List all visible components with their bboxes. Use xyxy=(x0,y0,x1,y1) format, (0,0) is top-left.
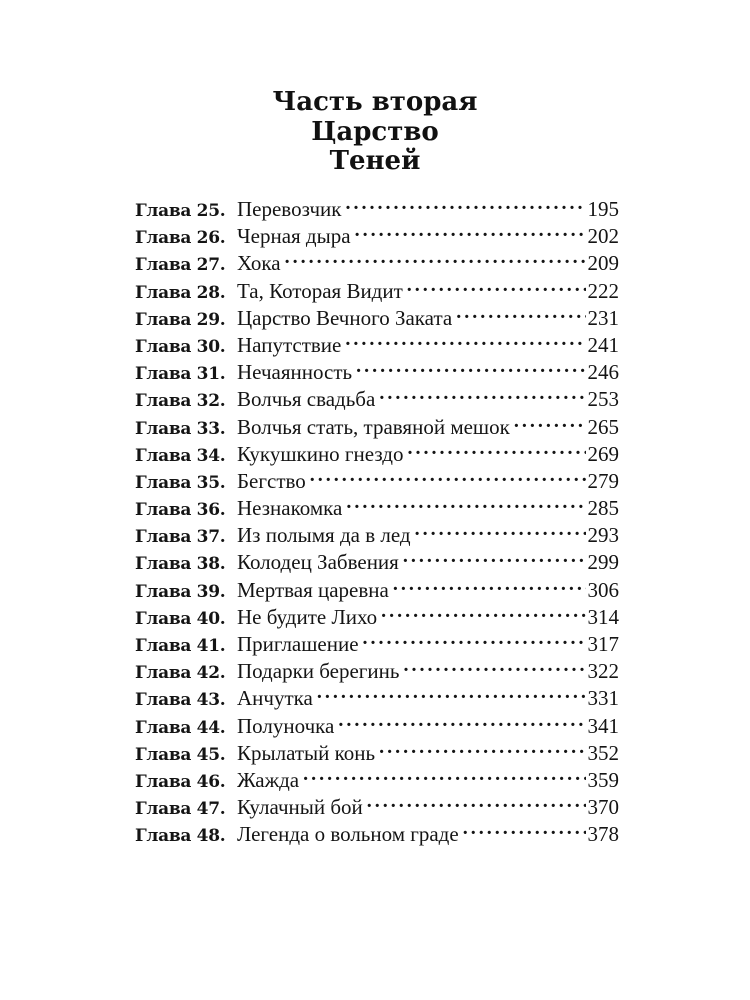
chapter-number: Глава 39. xyxy=(135,581,226,602)
chapter-title: Анчутка xyxy=(237,686,313,711)
dot-leader xyxy=(456,304,585,325)
toc-entry xyxy=(135,331,619,358)
toc-entry xyxy=(135,521,619,548)
page-number: 231 xyxy=(587,305,619,330)
page-number: 279 xyxy=(587,468,619,493)
chapter-number: Глава 26. xyxy=(135,228,226,249)
chapter-number: Глава 40. xyxy=(135,608,226,629)
dot-leader xyxy=(379,385,585,406)
dot-leader xyxy=(317,684,586,705)
chapter-title: Полуночка xyxy=(237,713,335,738)
page-number: 306 xyxy=(587,577,619,602)
toc-entry xyxy=(135,739,619,766)
dot-leader xyxy=(356,358,585,379)
toc-entry xyxy=(135,440,619,467)
toc-entry xyxy=(135,630,619,657)
dot-leader xyxy=(310,467,586,488)
chapter-title: Нечаянность xyxy=(237,360,353,385)
toc-entry xyxy=(135,684,619,711)
dot-leader xyxy=(514,413,586,434)
chapter-title: Бегство xyxy=(237,468,306,493)
toc-entry xyxy=(135,820,619,847)
dot-leader xyxy=(407,440,585,461)
page-number: 331 xyxy=(587,686,619,711)
toc-entry xyxy=(135,358,619,385)
page-number: 378 xyxy=(587,822,619,847)
dot-leader xyxy=(415,521,586,542)
chapter-number: Глава 47. xyxy=(135,799,226,820)
page-number: 293 xyxy=(587,523,619,548)
dot-leader xyxy=(407,277,586,298)
dot-leader xyxy=(285,249,586,270)
toc-entry xyxy=(135,249,619,276)
chapter-title: Легенда о вольном граде xyxy=(237,822,459,847)
toc-entry xyxy=(135,657,619,684)
dot-leader xyxy=(367,793,586,814)
chapter-title: Из полымя да в лед xyxy=(237,523,411,548)
chapter-number: Глава 45. xyxy=(135,744,226,765)
dot-leader xyxy=(403,657,585,678)
page-number: 314 xyxy=(587,604,619,629)
chapter-title: Мертвая царевна xyxy=(237,577,389,602)
dot-leader xyxy=(303,766,585,787)
toc-entry xyxy=(135,195,619,222)
chapter-title: Жажда xyxy=(237,767,300,792)
page-number: 222 xyxy=(587,278,619,303)
chapter-number: Глава 43. xyxy=(135,690,226,711)
chapter-number: Глава 33. xyxy=(135,418,226,439)
part-title: Часть вторая xyxy=(272,87,478,117)
toc-entry xyxy=(135,304,619,331)
chapter-title: Та, Которая Видит xyxy=(237,278,403,303)
page-number: 269 xyxy=(587,441,619,466)
chapter-number: Глава 30. xyxy=(135,336,226,357)
chapter-title: Волчья стать, травяной мешок xyxy=(237,414,510,439)
toc-entry xyxy=(135,494,619,521)
dot-leader xyxy=(463,820,586,841)
chapter-number: Глава 44. xyxy=(135,717,226,738)
chapter-title: Подарки берегинь xyxy=(237,659,400,684)
page-number: 209 xyxy=(587,251,619,276)
toc-entry xyxy=(135,576,619,603)
chapter-title: Черная дыра xyxy=(237,224,351,249)
page-number: 241 xyxy=(587,332,619,357)
page-number: 322 xyxy=(587,659,619,684)
chapter-number: Глава 35. xyxy=(135,472,226,493)
chapter-number: Глава 36. xyxy=(135,500,226,521)
chapter-title: Напутствие xyxy=(237,332,342,357)
chapter-title: Не будите Лихо xyxy=(237,604,378,629)
page-number: 202 xyxy=(587,224,619,249)
dot-leader xyxy=(363,630,586,651)
dot-leader xyxy=(381,603,585,624)
chapter-number: Глава 31. xyxy=(135,364,226,385)
toc-entry xyxy=(135,712,619,739)
toc-entry xyxy=(135,385,619,412)
dot-leader xyxy=(379,739,585,760)
toc-entry xyxy=(135,603,619,630)
chapter-number: Глава 38. xyxy=(135,554,226,575)
dot-leader xyxy=(346,494,585,515)
dot-leader xyxy=(345,331,585,352)
chapter-title: Крылатый конь xyxy=(237,740,376,765)
toc-entry xyxy=(135,467,619,494)
chapter-number: Глава 25. xyxy=(135,201,226,221)
page-number: 352 xyxy=(587,740,619,765)
chapter-title: Хока xyxy=(237,251,281,276)
dot-leader xyxy=(338,712,585,733)
part-subtitle-line1: Царство xyxy=(311,117,439,147)
page-number: 285 xyxy=(587,496,619,521)
chapter-title: Перевозчик xyxy=(237,197,342,221)
dot-leader xyxy=(393,576,586,597)
page-number: 317 xyxy=(587,632,619,656)
page-number: 359 xyxy=(587,767,619,792)
page-number: 341 xyxy=(587,713,619,738)
dot-leader xyxy=(345,195,585,216)
chapter-number: Глава 28. xyxy=(135,282,226,303)
toc-entry xyxy=(135,793,619,820)
chapter-number: Глава 34. xyxy=(135,445,226,466)
page-number: 195 xyxy=(587,197,619,221)
chapter-number: Глава 37. xyxy=(135,527,226,548)
toc-entry xyxy=(135,548,619,575)
toc-entry xyxy=(135,413,619,440)
dot-leader xyxy=(355,222,586,243)
toc-entry xyxy=(135,277,619,304)
part-subtitle-line2: Теней xyxy=(329,146,421,176)
toc-entry xyxy=(135,222,619,249)
page-number: 370 xyxy=(587,795,619,820)
page-number: 253 xyxy=(587,387,619,412)
chapter-title: Незнакомка xyxy=(237,496,343,521)
chapter-title: Колодец Забвения xyxy=(237,550,399,575)
table-of-contents xyxy=(135,195,619,848)
chapter-number: Глава 41. xyxy=(135,636,226,656)
chapter-number: Глава 42. xyxy=(135,663,226,684)
chapter-title: Кулачный бой xyxy=(237,795,363,820)
page-number: 265 xyxy=(587,414,619,439)
chapter-title: Кукушкино гнездо xyxy=(237,441,404,466)
chapter-title: Приглашение xyxy=(237,632,359,656)
chapter-number: Глава 32. xyxy=(135,391,226,412)
dot-leader xyxy=(403,548,586,569)
chapter-number: Глава 29. xyxy=(135,309,226,330)
chapter-title: Царство Вечного Заката xyxy=(237,305,453,330)
toc-entry xyxy=(135,766,619,793)
chapter-number: Глава 46. xyxy=(135,771,226,792)
chapter-title: Волчья свадьба xyxy=(237,387,376,412)
chapter-number: Глава 48. xyxy=(135,826,226,847)
page-number: 246 xyxy=(587,360,619,385)
page-number: 299 xyxy=(587,550,619,575)
chapter-number: Глава 27. xyxy=(135,255,226,276)
